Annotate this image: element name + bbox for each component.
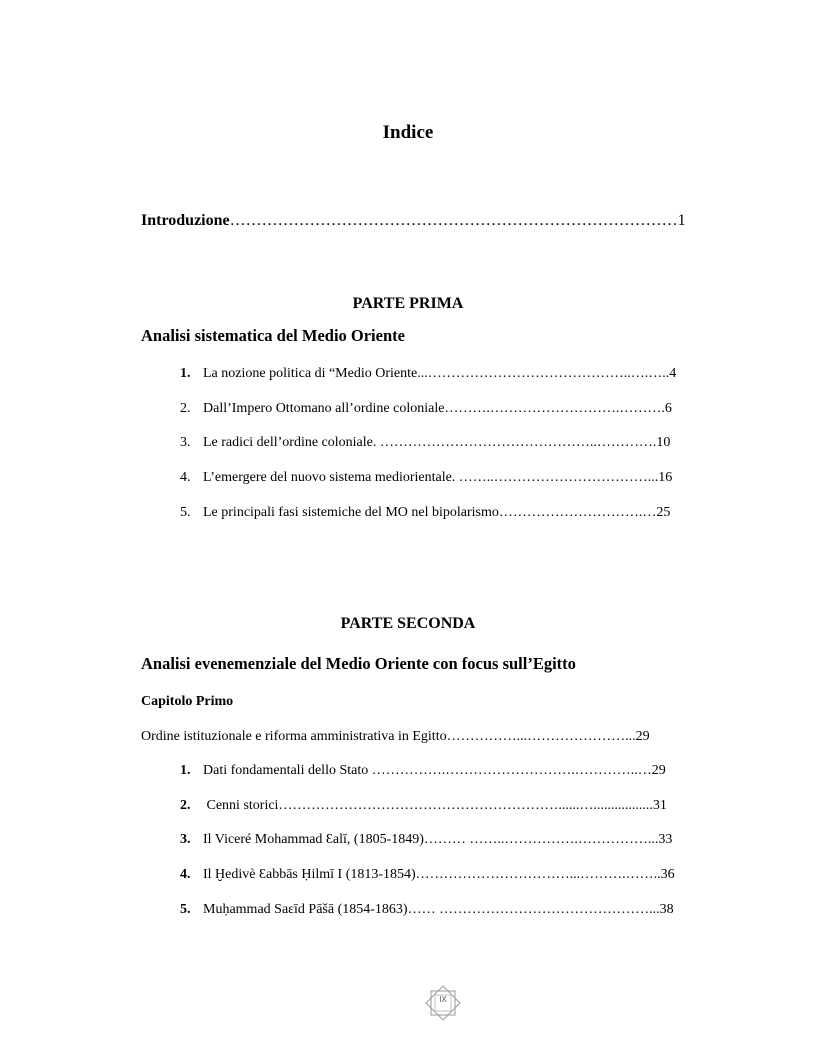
toc-entry-text: Il Viceré Mohammad Ɛalī, (1805-1849)……… ……..…………….……………...33 <box>203 832 673 847</box>
toc-entry <box>180 902 674 918</box>
toc-entry <box>180 366 676 382</box>
toc-entry <box>180 867 675 883</box>
toc-introduction-dots: ………………………………………………………………………… <box>229 212 678 229</box>
toc-entry-text: Il Ḫedivè Ɛabbās Ḥilmī I (1813-1854)……………………………...……….……..36 <box>203 867 675 882</box>
toc-entry-number: 2. <box>180 798 191 813</box>
toc-entry-text: Cenni storici……………………………………………………......….................31 <box>203 798 667 813</box>
part-one-section-title: Analisi sistematica del Medio Oriente <box>141 326 405 345</box>
toc-entry <box>180 401 672 417</box>
toc-entry <box>180 763 666 779</box>
page-number: IX <box>439 995 447 1004</box>
toc-entry <box>180 435 670 451</box>
toc-entry <box>180 832 672 848</box>
toc-entry-text: Dall’Impero Ottomano all’ordine coloniale……….……………………….……….6 <box>203 401 672 416</box>
toc-entry-text: Dati fondamentali dello Stato …………….……………………….…………..…29 <box>203 763 666 778</box>
toc-entry-number: 5. <box>180 902 191 917</box>
part-two-section-title: Analisi evenemenziale del Medio Oriente con focus sull’Egitto <box>141 654 576 673</box>
chapter-label: Capitolo Primo <box>141 694 234 709</box>
page-title: Indice <box>382 122 434 143</box>
page-number-badge <box>425 985 461 1021</box>
toc-entry <box>180 505 670 521</box>
toc-introduction-page: 1 <box>677 212 686 229</box>
toc-entry-text: Le radici dell’ordine coloniale. ………………………………………..………….10 <box>203 435 671 450</box>
toc-introduction <box>141 212 686 230</box>
toc-entry <box>180 470 672 486</box>
toc-introduction-label: Introduzione <box>141 212 230 229</box>
toc-entry-text: La nozione politica di “Medio Oriente...……………………………………..….…..4 <box>203 366 677 381</box>
toc-entry-text: L’emergere del nuovo sistema mediorientale. ……..……………………………...16 <box>203 470 673 485</box>
toc-entry-number: 3. <box>180 832 191 847</box>
toc-entry-number: 3. <box>180 435 191 450</box>
toc-entry <box>180 798 667 814</box>
part-two-heading: PARTE SECONDA <box>340 615 476 632</box>
part-one-heading: PARTE PRIMA <box>352 295 464 312</box>
toc-entry-number: 4. <box>180 867 191 882</box>
chapter-title: Ordine istituzionale e riforma amministrativa in Egitto……………...…………………...29 <box>141 729 650 744</box>
toc-entry-number: 2. <box>180 401 191 416</box>
toc-entry-number: 5. <box>180 505 191 520</box>
toc-entry-text: Muḥammad Saɛīd Pāšā (1854-1863)…… ………………………………………...38 <box>203 902 674 917</box>
toc-entry-number: 4. <box>180 470 191 485</box>
toc-entry-number: 1. <box>180 763 191 778</box>
toc-entry-text: Le principali fasi sistemiche del MO nel bipolarismo………………………….…25 <box>203 505 671 520</box>
toc-entry-number: 1. <box>180 366 191 381</box>
